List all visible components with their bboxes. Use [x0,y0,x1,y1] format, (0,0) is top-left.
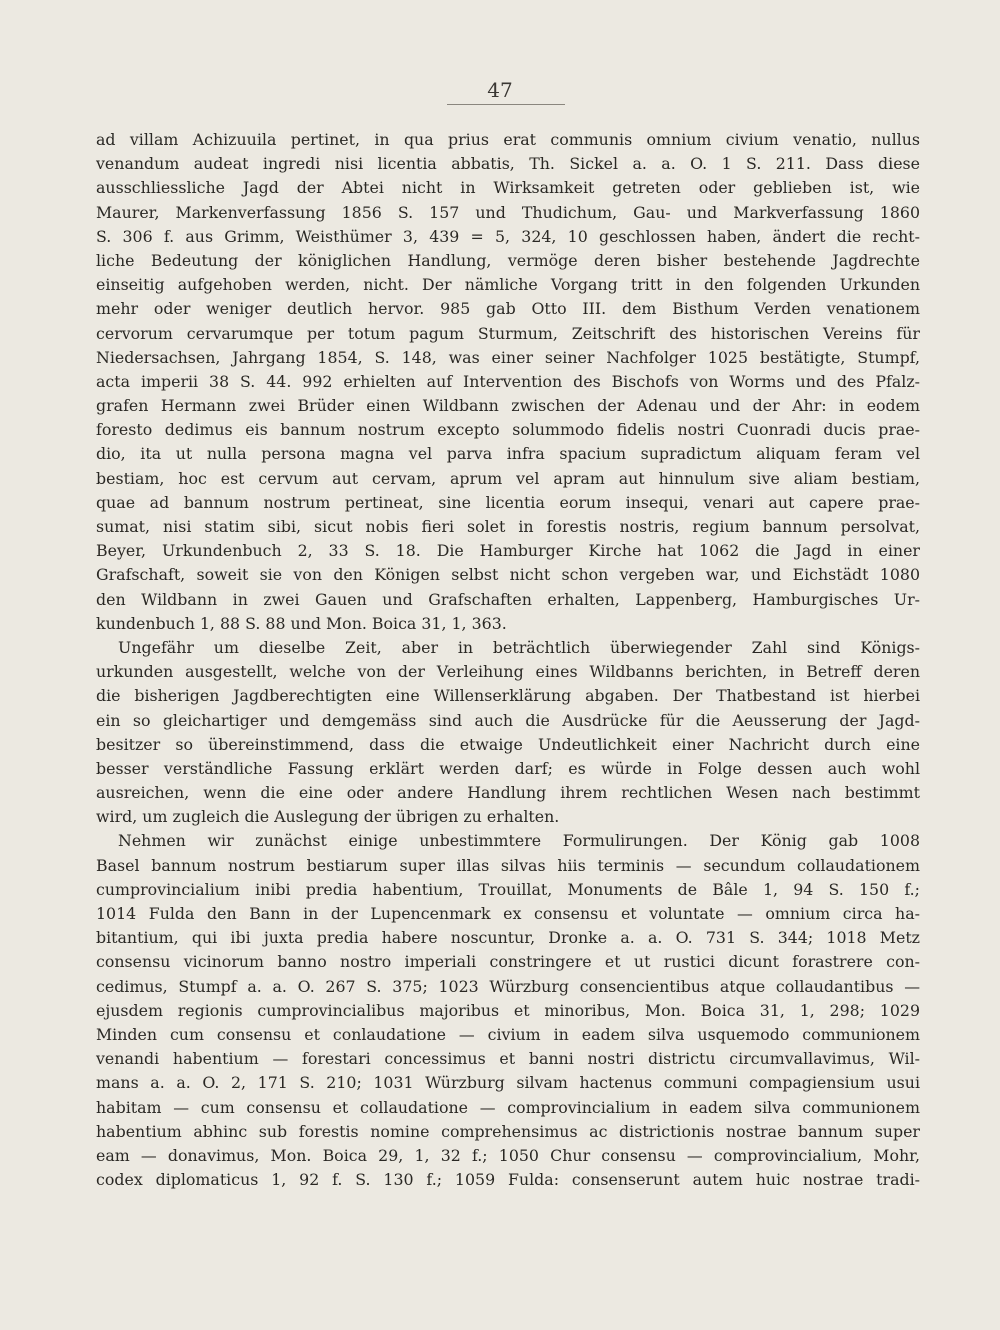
text-line: die bisherigen Jagdberechtigten eine Willenserklärung abgaben. Der Thatbestand ist hierbei [96,686,920,706]
text-line: ejusdem regionis cumprovincialibus majoribus et minoribus, Mon. Boica 31, 1, 298; 1029 [96,1000,920,1020]
text-line: venandum audeat ingredi nisi licentia abbatis, Th. Sickel a. a. O. 1 S. 211. Dass diese [96,154,920,174]
text-line: Basel bannum nostrum bestiarum super illas silvas hiis terminis — secundum collaudationem [96,855,920,875]
header-rule [447,104,565,105]
text-line: sumat, nisi statim sibi, sicut nobis fieri solet in forestis nostris, regium bannum persolvat, [96,517,920,536]
text-line: ausschliessliche Jagd der Abtei nicht in Wirksamkeit getreten oder geblieben ist, wie [96,178,920,198]
text-line: quae ad bannum nostrum pertineat, sine licentia eorum insequi, venari aut capere prae- [96,492,920,512]
text-line: grafen Hermann zwei Brüder einen Wildbann zwischen der Adenau und der Ahr: in eodem [96,396,920,416]
text-line: ausreichen, wenn die eine oder andere Handlung ihrem rechtlichen Wesen nach bestimmt [96,783,920,803]
text-line: liche Bedeutung der königlichen Handlung, vermöge deren bisher bestehende Jagdrechte [96,250,920,270]
text-line: Grafschaft, soweit sie von den Königen selbst nicht schon vergeben war, und Eichstädt 1080 [96,565,920,585]
text-line: mans a. a. O. 2, 171 S. 210; 1031 Würzburg silvam hactenus communi compagiensium usui [96,1073,920,1093]
text-line: dio, ita ut nulla persona magna vel parva infra spacium supradictum aliquam feram vel [96,444,920,464]
text-line: habentium abhinc sub forestis nomine comprehensimus ac districtionis nostrae bannum super [96,1121,920,1141]
text-line: eam — donavimus, Mon. Boica 29, 1, 32 f.; 1050 Chur consensu — comprovincialium, Mohr, [96,1145,920,1165]
text-line: einseitig aufgehoben werden, nicht. Der nämliche Vorgang tritt in den folgenden Urkunden [96,275,920,295]
text-line: Minden cum consensu et conlaudatione — civium in eadem silva usquemodo communionem [96,1024,920,1044]
text-line: besitzer so übereinstimmend, dass die etwaige Undeutlichkeit einer Nachricht durch eine [96,734,920,754]
text-line [96,1192,920,1216]
body-text [96,128,920,1216]
text-line: den Wildbann in zwei Gauen und Grafschaften erhalten, Lappenberg, Hamburgisches Ur- [96,589,920,609]
paragraph-end-line: wird, um zugleich die Auslegung der übrigen zu erhalten. [96,807,560,827]
text-line: Maurer, Markenverfassung 1856 S. 157 und Thudichum, Gau- und Markverfassung 1860 [96,202,920,222]
text-line: 1014 Fulda den Bann in der Lupencenmark ex consensu et voluntate — omnium circa ha- [96,904,920,923]
text-line: bitantium, qui ibi juxta predia habere noscuntur, Dronke a. a. O. 731 S. 344; 1018 Metz [96,928,920,948]
page-number: 47 [487,78,513,102]
text-line: Niedersachsen, Jahrgang 1854, S. 148, was einer seiner Nachfolger 1025 bestätigte, Stumpf, [96,347,920,367]
text-line: S. 306 f. aus Grimm, Weisthümer 3, 439 = 5, 324, 10 geschlossen haben, ändert die recht- [96,226,920,246]
text-line: ad villam Achizuuila pertinet, in qua prius erat communis omnium civium venatio, nullus [96,130,920,149]
text-line: besser verständliche Fassung erklärt werden darf; es würde in Folge dessen auch wohl [96,758,920,778]
text-line: ein so gleichartiger und demgemäss sind auch die Ausdrücke für die Aeusserung der Jagd- [96,710,920,730]
paragraph-start-line: Nehmen wir zunächst einige unbestimmtere Formulirungen. Der König gab 1008 [118,831,920,851]
text-line: acta imperii 38 S. 44. 992 erhielten auf Intervention des Bischofs von Worms und des Pfalz- [96,371,920,391]
text-line: cervorum cervarumque per totum pagum Sturmum, Zeitschrift des historischen Vereins für [96,323,920,343]
paragraph-end-line: kundenbuch 1, 88 S. 88 und Mon. Boica 31, 1, 363. [96,613,507,633]
text-line: foresto dedimus eis bannum nostrum excepto solummodo fidelis nostri Cuonradi ducis prae- [96,420,920,440]
text-line: mehr oder weniger deutlich hervor. 985 gab Otto III. dem Bisthum Verden venationem [96,299,920,319]
text-line: codex diplomaticus 1, 92 f. S. 130 f.; 1059 Fulda: consenserunt autem huic nostrae tradi- [96,1170,920,1190]
text-line: Beyer, Urkundenbuch 2, 33 S. 18. Die Hamburger Kirche hat 1062 die Jagd in einer [96,541,920,561]
text-line: cumprovincialium inibi predia habentium, Trouillat, Monuments de Bâle 1, 94 S. 150 f.; [96,879,920,899]
paragraph-start-line: Ungefähr um dieselbe Zeit, aber in beträchtlich überwiegender Zahl sind Königs- [118,637,920,657]
text-line: consensu vicinorum banno nostro imperiali constringere et ut rustici dicunt forastrere con- [96,952,920,972]
text-line: habitam — cum consensu et collaudatione — comprovincialium in eadem silva communionem [96,1097,920,1117]
text-line: cedimus, Stumpf a. a. O. 267 S. 375; 1023 Würzburg consencientibus atque collaudantibus — [96,976,920,996]
text-line: urkunden ausgestellt, welche von der Verleihung eines Wildbanns berichten, in Betreff deren [96,662,920,682]
text-line: bestiam, hoc est cervum aut cervam, aprum vel apram aut hinnulum sive aliam bestiam, [96,468,920,488]
text-line: venandi habentium — forestari concessimus et banni nostri districtu circumvallavimus, Wil- [96,1049,920,1069]
